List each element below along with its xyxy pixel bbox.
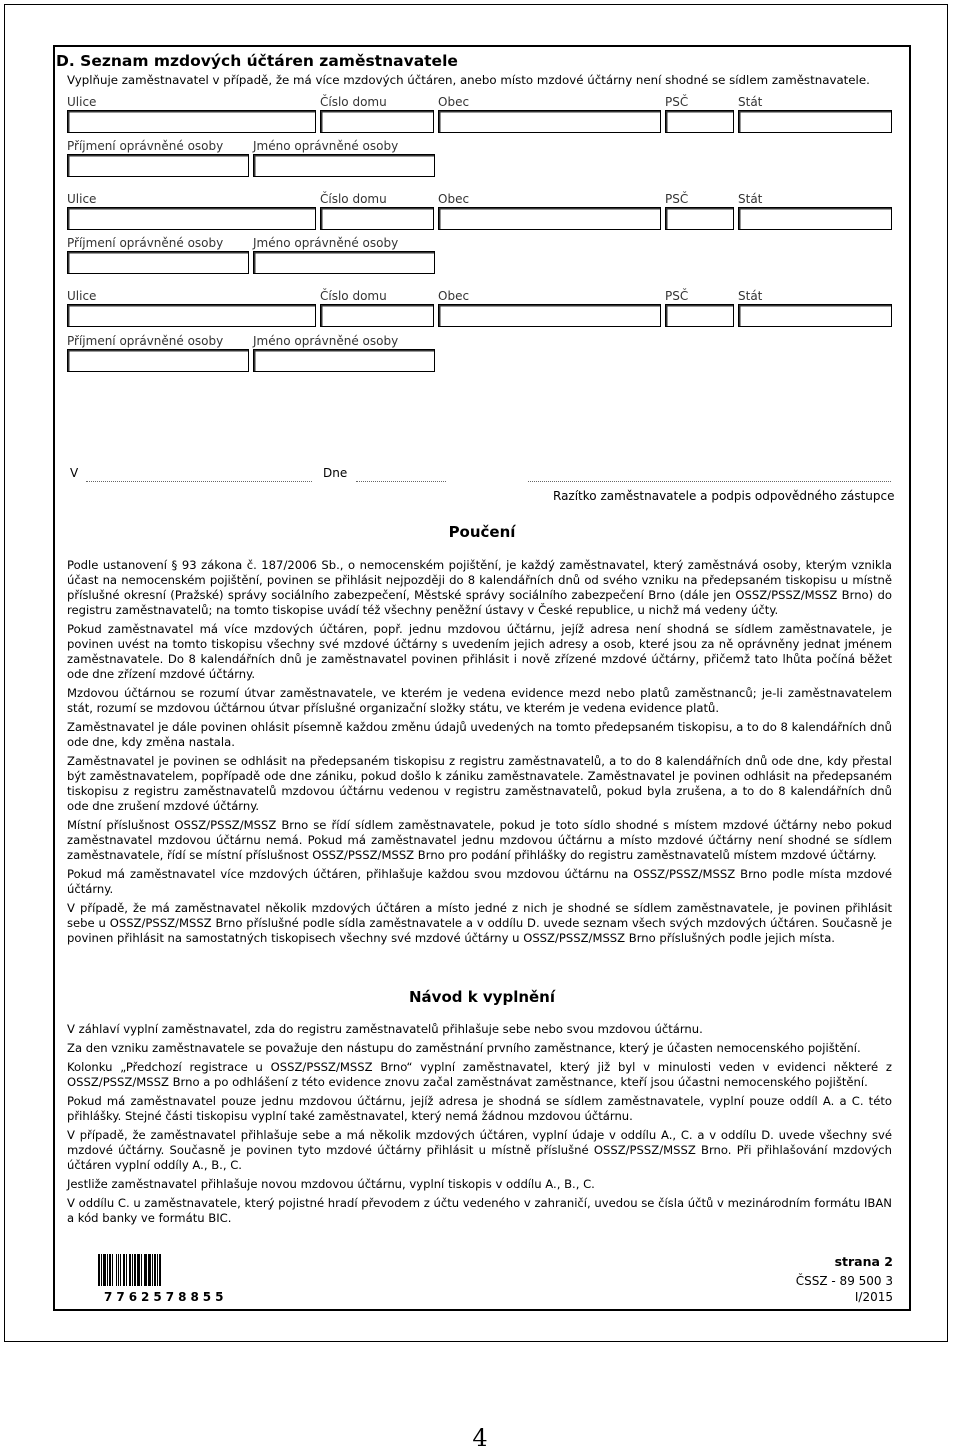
section-title: D. Seznam mzdových účtáren zaměstnavatele	[56, 52, 458, 70]
street-field[interactable]	[67, 110, 316, 133]
navod-paragraph: V záhlaví vyplní zaměstnavatel, zda do registru zaměstnavatelů přihlašuje sebe nebo svou mzdovou účtárnu.	[67, 1022, 703, 1036]
firstname-field[interactable]	[253, 251, 435, 274]
surname-label: Příjmení oprávněné osoby	[67, 139, 224, 153]
house-no-label: Číslo domu	[320, 289, 387, 303]
street-field[interactable]	[67, 304, 316, 327]
barcode-bar	[161, 1254, 164, 1286]
firstname-label: Jméno oprávněné osoby	[253, 236, 399, 250]
surname-label: Příjmení oprávněné osoby	[67, 236, 224, 250]
country-label: Stát	[738, 289, 763, 303]
navod-heading: Návod k vyplnění	[408, 988, 556, 1006]
firstname-field[interactable]	[253, 349, 435, 372]
barcode-number: 7762578855	[104, 1290, 228, 1304]
country-label: Stát	[738, 95, 763, 109]
date-line[interactable]	[356, 481, 446, 482]
navod-text	[67, 1022, 892, 1230]
section-subtitle: Vyplňuje zaměstnavatel v případě, že má více mzdových účtáren, anebo místo mzdové účtárny není shodné se sídlem zaměstnavatele.	[67, 73, 870, 87]
house-no-field[interactable]	[320, 110, 434, 133]
pouceni-paragraph: Zaměstnavatel je povinen se odhlásit na předepsaném tiskopisu z registru zaměstnavatelů, a to do 8 kalendářních dnů ode dne, kdy přestal být zaměstnavatelem, popřípadě ode dne zániku, pokud došlo k zániku zaměstnavatele. Zaměstnavatel je povinen odhlásit na předepsaném tiskopisu z registru zaměstnavatelů mzdovou účtárnu vedenou v registru zaměstnavatelů, pokud byla zrušena, a to do 8 kalendářních dnů ode dne zrušení mzdové účtárny.	[67, 754, 892, 813]
signature-line[interactable]	[528, 481, 891, 482]
surname-field[interactable]	[67, 154, 249, 177]
street-field[interactable]	[67, 207, 316, 230]
pouceni-paragraph: Pokud zaměstnavatel má více mzdových účtáren, popř. jednu mzdovou účtárnu, jejíž adresa není shodná se sídlem zaměstnavatele, je povinen uvést na tomto tiskopisu všechny své mzdové účtárny s uvedením jejich adresy a osob, které jsou za ně oprávněny jednat jménem zaměstnavatele. Do 8 kalendářních dnů je zaměstnavatel povinen přihlásit i nově zřízené mzdové účtárny, přičemž tato lhůta počíná běžet ode dne zřízení mzdové účtárny.	[67, 622, 892, 681]
city-label: Obec	[438, 289, 470, 303]
form-version: I/2015	[854, 1290, 893, 1304]
pouceni-text	[67, 558, 892, 950]
pouceni-heading: Poučení	[448, 523, 516, 541]
house-no-label: Číslo domu	[320, 95, 387, 109]
city-field[interactable]	[438, 304, 661, 327]
stamp-label: Razítko zaměstnavatele a podpis odpovědného zástupce	[553, 489, 895, 503]
navod-paragraph: Jestliže zaměstnavatel přihlašuje novou mzdovou účtárnu, vyplní tiskopis v oddílu A., B., C.	[67, 1177, 595, 1191]
surname-field[interactable]	[67, 251, 249, 274]
house-no-field[interactable]	[320, 207, 434, 230]
zip-field[interactable]	[665, 207, 734, 230]
country-field[interactable]	[738, 110, 892, 133]
place-label: V	[70, 466, 79, 480]
firstname-label: Jméno oprávněné osoby	[253, 334, 399, 348]
pouceni-paragraph: Pokud má zaměstnavatel více mzdových účtáren, přihlašuje každou svou mzdovou účtárnu na OSSZ/PSSZ/MSSZ Brno podle místa mzdové účtárny.	[67, 867, 892, 896]
country-field[interactable]	[738, 207, 892, 230]
street-label: Ulice	[67, 192, 97, 206]
zip-label: PSČ	[665, 95, 689, 109]
house-no-field[interactable]	[320, 304, 434, 327]
surname-field[interactable]	[67, 349, 249, 372]
street-label: Ulice	[67, 95, 97, 109]
page-label: strana 2	[834, 1254, 893, 1269]
surname-label: Příjmení oprávněné osoby	[67, 334, 224, 348]
date-label: Dne	[323, 466, 348, 480]
pouceni-paragraph: Mzdovou účtárnou se rozumí útvar zaměstnavatele, ve kterém je vedena evidence mezd nebo platů zaměstnanců; je-li zaměstnavatelem stát, rozumí se mzdovou účtárnou útvar příslušné organizační složky státu, ve kterém je vedena evidence platů.	[67, 686, 892, 715]
navod-paragraph: Kolonku „Předchozí registrace u OSSZ/PSSZ/MSSZ Brno“ vyplní zaměstnavatel, který již byl v minulosti veden v evidenci některé z OSSZ/PSSZ/MSSZ Brno a po odhlášení z této evidence znovu začal zaměstnávat zaměstnance, kteří jsou účastni nemocenského pojištění.	[67, 1060, 892, 1089]
navod-paragraph: V oddílu C. u zaměstnavatele, který pojistné hradí převodem z účtu vedeného v zahraničí, uvedou se čísla účtů v mezinárodním formátu IBAN a kód banky ve formátu BIC.	[67, 1196, 892, 1225]
city-field[interactable]	[438, 207, 661, 230]
zip-label: PSČ	[665, 289, 689, 303]
form-code: ČSSZ - 89 500 3	[795, 1274, 893, 1288]
pouceni-paragraph: V případě, že má zaměstnavatel několik mzdových účtáren a místo jedné z nich je shodné se sídlem zaměstnavatele, je povinen přihlásit sebe u OSSZ/PSSZ/MSSZ Brno příslušné podle sídla zaměstnavatele a v oddílu D. uvede seznam všech svých mzdových účtáren. Současně je povinen přihlásit na samostatných tiskopisech všechny své mzdové účtárny u OSSZ/PSSZ/MSSZ Brno příslušných podle jejich místa.	[67, 901, 892, 945]
navod-paragraph: Za den vzniku zaměstnavatele se považuje den nástupu do zaměstnání prvního zaměstnance, který je účasten nemocenského pojištění.	[67, 1041, 861, 1055]
navod-paragraph: Pokud má zaměstnavatel pouze jednu mzdovou účtárnu, jejíž adresa je shodná se sídlem zaměstnavatele, vyplní pouze oddíl A. a C. této přihlášky. Stejné části tiskopisu vyplní také zaměstnavatel, který nemá žádnou mzdovou účtárnu.	[67, 1094, 892, 1123]
pouceni-paragraph: Místní příslušnost OSSZ/PSSZ/MSSZ Brno se řídí sídlem zaměstnavatele, pokud je toto sídlo shodné s místem mzdové účtárny nebo pokud zaměstnavatel mzdovou účtárnu nemá. Pokud má zaměstnavatel jednu mzdovou účtárnu a místo mzdové účtárny není shodné se sídlem zaměstnavatele, řídí se místní příslušnost OSSZ/PSSZ/MSSZ Brno pro podání přihlášky do registru zaměstnavatelů místem mzdové účtárny.	[67, 818, 892, 862]
firstname-label: Jméno oprávněné osoby	[253, 139, 399, 153]
city-label: Obec	[438, 95, 470, 109]
city-field[interactable]	[438, 110, 661, 133]
city-label: Obec	[438, 192, 470, 206]
firstname-field[interactable]	[253, 154, 435, 177]
pouceni-paragraph: Podle ustanovení § 93 zákona č. 187/2006 Sb., o nemocenském pojištění, je každý zaměstnavatel, který zaměstnává osoby, kterým vznikla účast na nemocenském pojištění, povinen se přihlásit nejpozději do 8 kalendářních dnů od svého vzniku na předepsaném tiskopisu u místně příslušné okresní (Pražské) správy sociálního zabezpečení, Městské správy sociálního zabezpečení Brno (dále jen OSSZ/PSSZ/MSSZ Brno) do registru zaměstnavatelů; na tomto tiskopise uvádí též všechny peněžní ústavy v České republice, u nichž má vedeny účty.	[67, 558, 892, 617]
pouceni-paragraph: Zaměstnavatel je dále povinen ohlásit písemně každou změnu údajů uvedených na tomto předepsaném tiskopisu, a to do 8 kalendářních dnů ode dne, kdy změna nastala.	[67, 720, 892, 749]
country-label: Stát	[738, 192, 763, 206]
zip-label: PSČ	[665, 192, 689, 206]
page-number: 4	[472, 1424, 488, 1452]
navod-paragraph: V případě, že zaměstnavatel přihlašuje sebe a má několik mzdových účtáren, vyplní údaje v oddílu A., C. a v oddílu D. uvede všechny své mzdové účtárny. Současně je povinen tyto mzdové účtárny přihlásit u místně příslušné OSSZ/PSSZ/MSSZ Brno. Při přihlašování mzdových účtáren vyplní oddíly A., B., C.	[67, 1128, 892, 1172]
place-line[interactable]	[86, 481, 312, 482]
zip-field[interactable]	[665, 304, 734, 327]
zip-field[interactable]	[665, 110, 734, 133]
house-no-label: Číslo domu	[320, 192, 387, 206]
street-label: Ulice	[67, 289, 97, 303]
country-field[interactable]	[738, 304, 892, 327]
barcode	[98, 1254, 224, 1286]
